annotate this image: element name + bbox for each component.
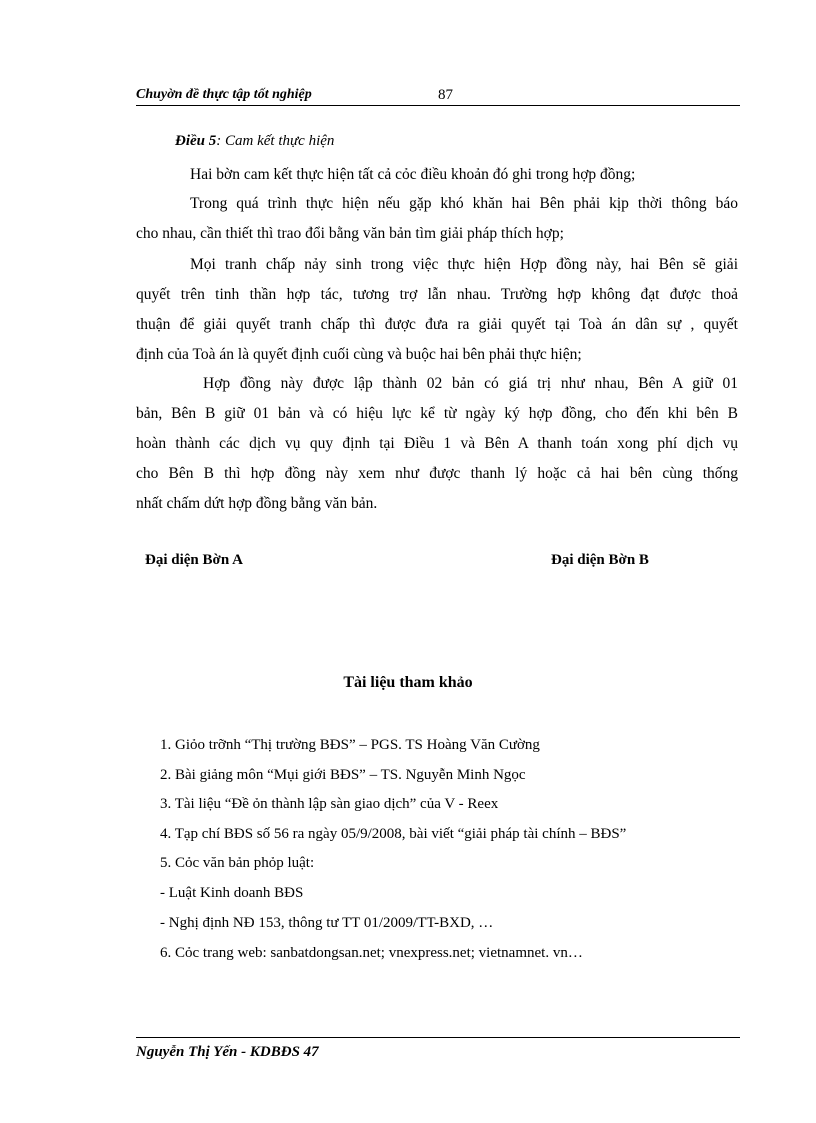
paragraph-line: hoàn thành các dịch vụ quy định tại Điều 1 và Bên A thanh toán xong phí dịch vụ [136,435,738,452]
signature-party-a: Đại diện Bờn A [145,552,243,568]
reference-item: 4. Tạp chí BĐS số 56 ra ngày 05/9/2008, bài viết “giải pháp tài chính – BĐS” [160,826,627,842]
paragraph-line: thuận để giải quyết tranh chấp thì được đưa ra giải quyết tại Toà án dân sự , quyết [136,316,738,333]
paragraph-line: cho nhau, cần thiết thì trao đổi bằng văn bản tìm giải pháp thích hợp; [136,225,564,242]
paragraph-line: định của Toà án là quyết định cuối cùng và buộc hai bên phải thực hiện; [136,346,582,363]
page-number: 87 [438,87,453,103]
footer-divider [136,1037,740,1038]
header-title: Chuyờn đề thực tập tốt nghiệp [136,87,312,102]
reference-item: 5. Cỏc văn bản phỏp luật: [160,855,315,871]
article-label: Điều 5 [175,133,217,149]
reference-item: 3. Tài liệu “Đề ỏn thành lập sàn giao dịch” của V - Reex [160,796,499,812]
paragraph-line: Mọi tranh chấp nảy sinh trong việc thực hiện Hợp đồng này, hai Bên sẽ giải [190,256,738,273]
header-divider [136,105,740,106]
reference-item: 2. Bài giảng môn “Mụi giới BĐS” – TS. Nguyễn Minh Ngọc [160,767,526,783]
paragraph-line: cho Bên B thì hợp đồng này xem như được thanh lý hoặc cả hai bên cùng thống [136,465,738,482]
paragraph-line: nhất chấm dứt hợp đồng bằng văn bản. [136,495,378,512]
references-title: Tài liệu tham khảo [343,674,473,691]
reference-item: 6. Cỏc trang web: sanbatdongsan.net; vnexpress.net; vietnamnet. vn… [160,945,583,961]
paragraph-line: Hai bờn cam kết thực hiện tất cả cỏc điều khoản đó ghi trong hợp đồng; [190,166,636,183]
signature-party-b: Đại diện Bờn B [551,552,649,568]
reference-item: 1. Giỏo trỡnh “Thị trường BĐS” – PGS. TS Hoàng Văn Cường [160,737,540,753]
paragraph-line: bản, Bên B giữ 01 bản và có hiệu lực kể từ ngày ký hợp đồng, cho đến khi bên B [136,405,738,422]
paragraph-line: Trong quá trình thực hiện nếu gặp khó khăn hai Bên phải kịp thời thông báo [190,195,738,212]
article-heading [175,133,334,150]
article-title: : Cam kết thực hiện [216,133,335,149]
paragraph-line: quyết trên tinh thần hợp tác, tương trợ lẫn nhau. Trường hợp không đạt được thoả [136,286,738,303]
paragraph-line: Hợp đồng này được lập thành 02 bản có giá trị như nhau, Bên A giữ 01 [203,375,738,392]
footer-author: Nguyễn Thị Yến - KDBĐS 47 [136,1044,319,1060]
reference-item: - Luật Kinh doanh BĐS [160,885,304,901]
reference-item: - Nghị định NĐ 153, thông tư TT 01/2009/TT-BXD, … [160,915,494,931]
